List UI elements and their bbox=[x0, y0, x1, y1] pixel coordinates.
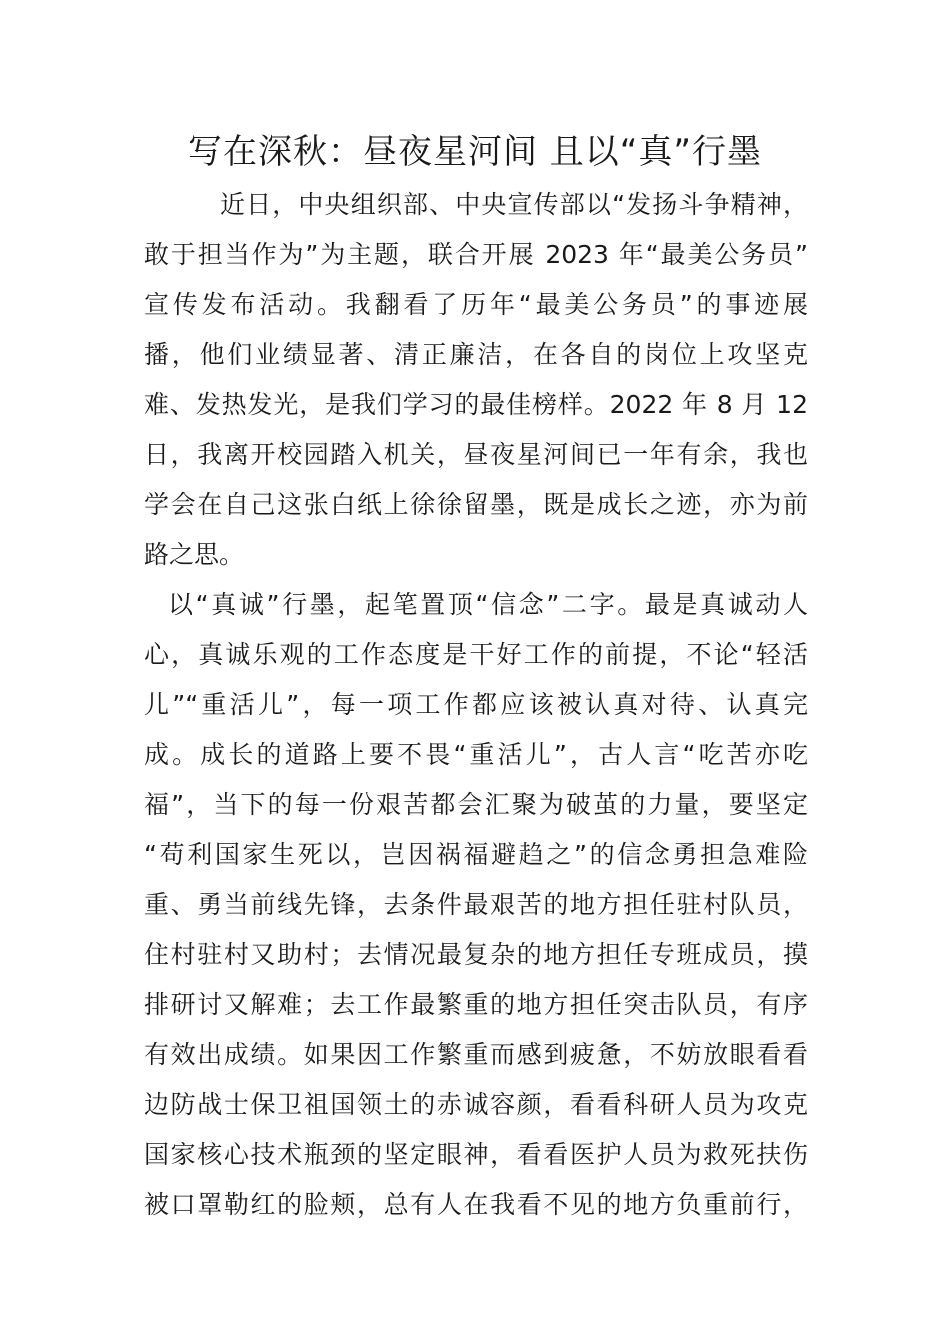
text-line: 儿”“重活儿”，每一项工作都应该被认真对待、认真完 bbox=[144, 690, 808, 719]
text-line: 住村驻村又助村；去情况最复杂的地方担任专班成员，摸 bbox=[144, 940, 808, 969]
text-line: 宣传发布活动。我翻看了历年“最美公务员”的事迹展 bbox=[144, 290, 808, 319]
text-line: 以“真诚”行墨，起笔置顶“信念”二字。最是真诚动人 bbox=[168, 590, 808, 619]
text-line: 成。成长的道路上要不畏“重活儿”，古人言“吃苦亦吃 bbox=[144, 740, 808, 769]
text-line: 日，我离开校园踏入机关，昼夜星河间已一年有余，我也 bbox=[144, 440, 808, 469]
text-line: 敢于担当作为”为主题，联合开展 2023 年“最美公务员” bbox=[144, 240, 808, 269]
text-line: 有效出成绩。如果因工作繁重而感到疲惫，不妨放眼看看 bbox=[144, 1040, 808, 1069]
text-line: “苟利国家生死以，岂因祸福避趋之”的信念勇担急难险 bbox=[144, 840, 808, 869]
text-line: 心，真诚乐观的工作态度是干好工作的前提，不论“轻活 bbox=[144, 640, 808, 669]
text-line: 重、勇当前线先锋，去条件最艰苦的地方担任驻村队员， bbox=[144, 890, 808, 919]
text-line: 近日，中央组织部、中央宣传部以“发扬斗争精神， bbox=[220, 190, 808, 219]
text-line: 播，他们业绩显著、清正廉洁，在各自的岗位上攻坚克 bbox=[144, 340, 808, 369]
text-line: 学会在自己这张白纸上徐徐留墨，既是成长之迹，亦为前 bbox=[144, 490, 808, 519]
text-line: 难、发热发光，是我们学习的最佳榜样。2022 年 8 月 12 bbox=[144, 390, 808, 419]
document-body bbox=[144, 180, 808, 1230]
text-line: 被口罩勒红的脸颊，总有人在我看不见的地方负重前行， bbox=[144, 1190, 808, 1219]
text-line: 排研讨又解难；去工作最繁重的地方担任突击队员，有序 bbox=[144, 990, 808, 1019]
text-line: 路之思。 bbox=[144, 540, 245, 569]
text-line: 福”，当下的每一份艰苦都会汇聚为破茧的力量，要坚定 bbox=[144, 790, 808, 819]
document-title: 写在深秋：昼夜星河间 且以“真”行墨 bbox=[187, 132, 763, 172]
text-line: 边防战士保卫祖国领土的赤诚容颜，看看科研人员为攻克 bbox=[144, 1090, 808, 1119]
text-line: 国家核心技术瓶颈的坚定眼神，看看医护人员为救死扶伤 bbox=[144, 1140, 808, 1169]
